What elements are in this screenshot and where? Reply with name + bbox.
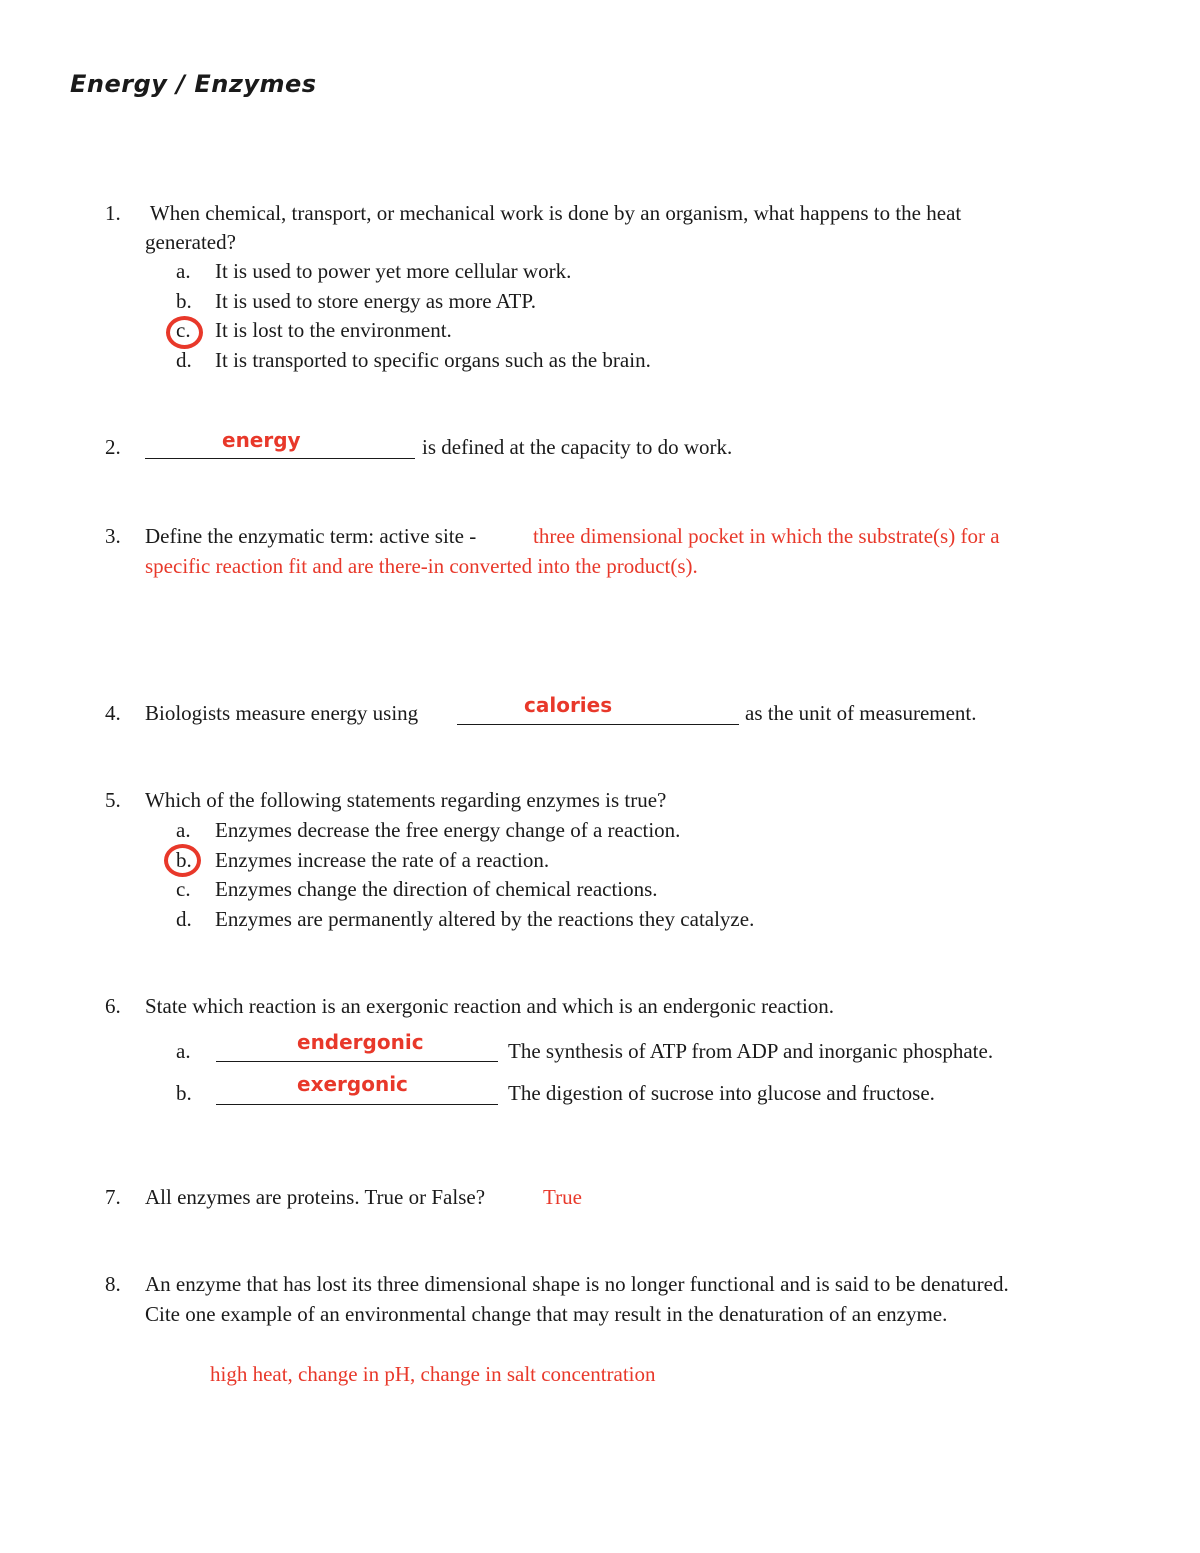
option-letter: b. [176, 289, 192, 313]
question-text-cont: Cite one example of an environmental change that may result in the denaturation of an enzyme. [145, 1302, 948, 1326]
handwritten-answer: calories [524, 693, 613, 717]
option-letter: d. [176, 907, 192, 931]
question-text-after: as the unit of measurement. [745, 701, 977, 725]
question-number: 2. [105, 435, 121, 459]
answer-blank [216, 1061, 498, 1062]
typed-answer: high heat, change in pH, change in salt concentration [210, 1362, 656, 1386]
item-text: The synthesis of ATP from ADP and inorganic phosphate. [508, 1039, 994, 1063]
question-text: When chemical, transport, or mechanical work is done by an organism, what happens to the heat [145, 201, 962, 225]
question-number: 7. [105, 1185, 121, 1209]
question-text: State which reaction is an exergonic reaction and which is an endergonic reaction. [145, 994, 835, 1018]
option-text: Enzymes decrease the free energy change of a reaction. [215, 818, 681, 842]
handwritten-answer: exergonic [297, 1072, 408, 1096]
answer-blank [145, 458, 415, 459]
answer-circle-mark [164, 844, 201, 877]
typed-answer: True [543, 1185, 582, 1209]
item-letter: b. [176, 1081, 192, 1105]
option-letter: a. [176, 259, 191, 283]
item-letter: a. [176, 1039, 191, 1063]
option-text: Enzymes are permanently altered by the reactions they catalyze. [215, 907, 755, 931]
option-letter: b. [176, 848, 192, 872]
question-number: 5. [105, 788, 121, 812]
question-number: 6. [105, 994, 121, 1018]
option-letter: c. [176, 877, 191, 901]
page-title: Energy / Enzymes [70, 70, 317, 98]
question-number: 3. [105, 524, 121, 548]
option-text: Enzymes increase the rate of a reaction. [215, 848, 550, 872]
option-letter: d. [176, 348, 192, 372]
answer-blank [457, 724, 739, 725]
typed-answer: three dimensional pocket in which the substrate(s) for a [533, 524, 1000, 548]
answer-blank [216, 1104, 498, 1105]
option-text: Enzymes change the direction of chemical reactions. [215, 877, 658, 901]
question-text: All enzymes are proteins. True or False? [145, 1185, 486, 1209]
question-text: Define the enzymatic term: active site - [145, 524, 477, 548]
question-text: Which of the following statements regarding enzymes is true? [145, 788, 667, 812]
option-letter: c. [176, 318, 191, 342]
question-number: 1. [105, 201, 121, 225]
question-text: An enzyme that has lost its three dimensional shape is no longer functional and is said to be denatured. [145, 1272, 1009, 1296]
option-text: It is used to store energy as more ATP. [215, 289, 536, 313]
question-number: 8. [105, 1272, 121, 1296]
question-text-cont: generated? [145, 230, 236, 254]
option-letter: a. [176, 818, 191, 842]
option-text: It is transported to specific organs such as the brain. [215, 348, 651, 372]
question-text: is defined at the capacity to do work. [422, 435, 733, 459]
question-text: Biologists measure energy using [145, 701, 419, 725]
option-text: It is used to power yet more cellular work. [215, 259, 572, 283]
handwritten-answer: endergonic [297, 1030, 424, 1054]
typed-answer-cont: specific reaction fit and are there-in converted into the product(s). [145, 554, 698, 578]
option-text: It is lost to the environment. [215, 318, 452, 342]
item-text: The digestion of sucrose into glucose and fructose. [508, 1081, 935, 1105]
question-number: 4. [105, 701, 121, 725]
handwritten-answer: energy [222, 428, 301, 452]
